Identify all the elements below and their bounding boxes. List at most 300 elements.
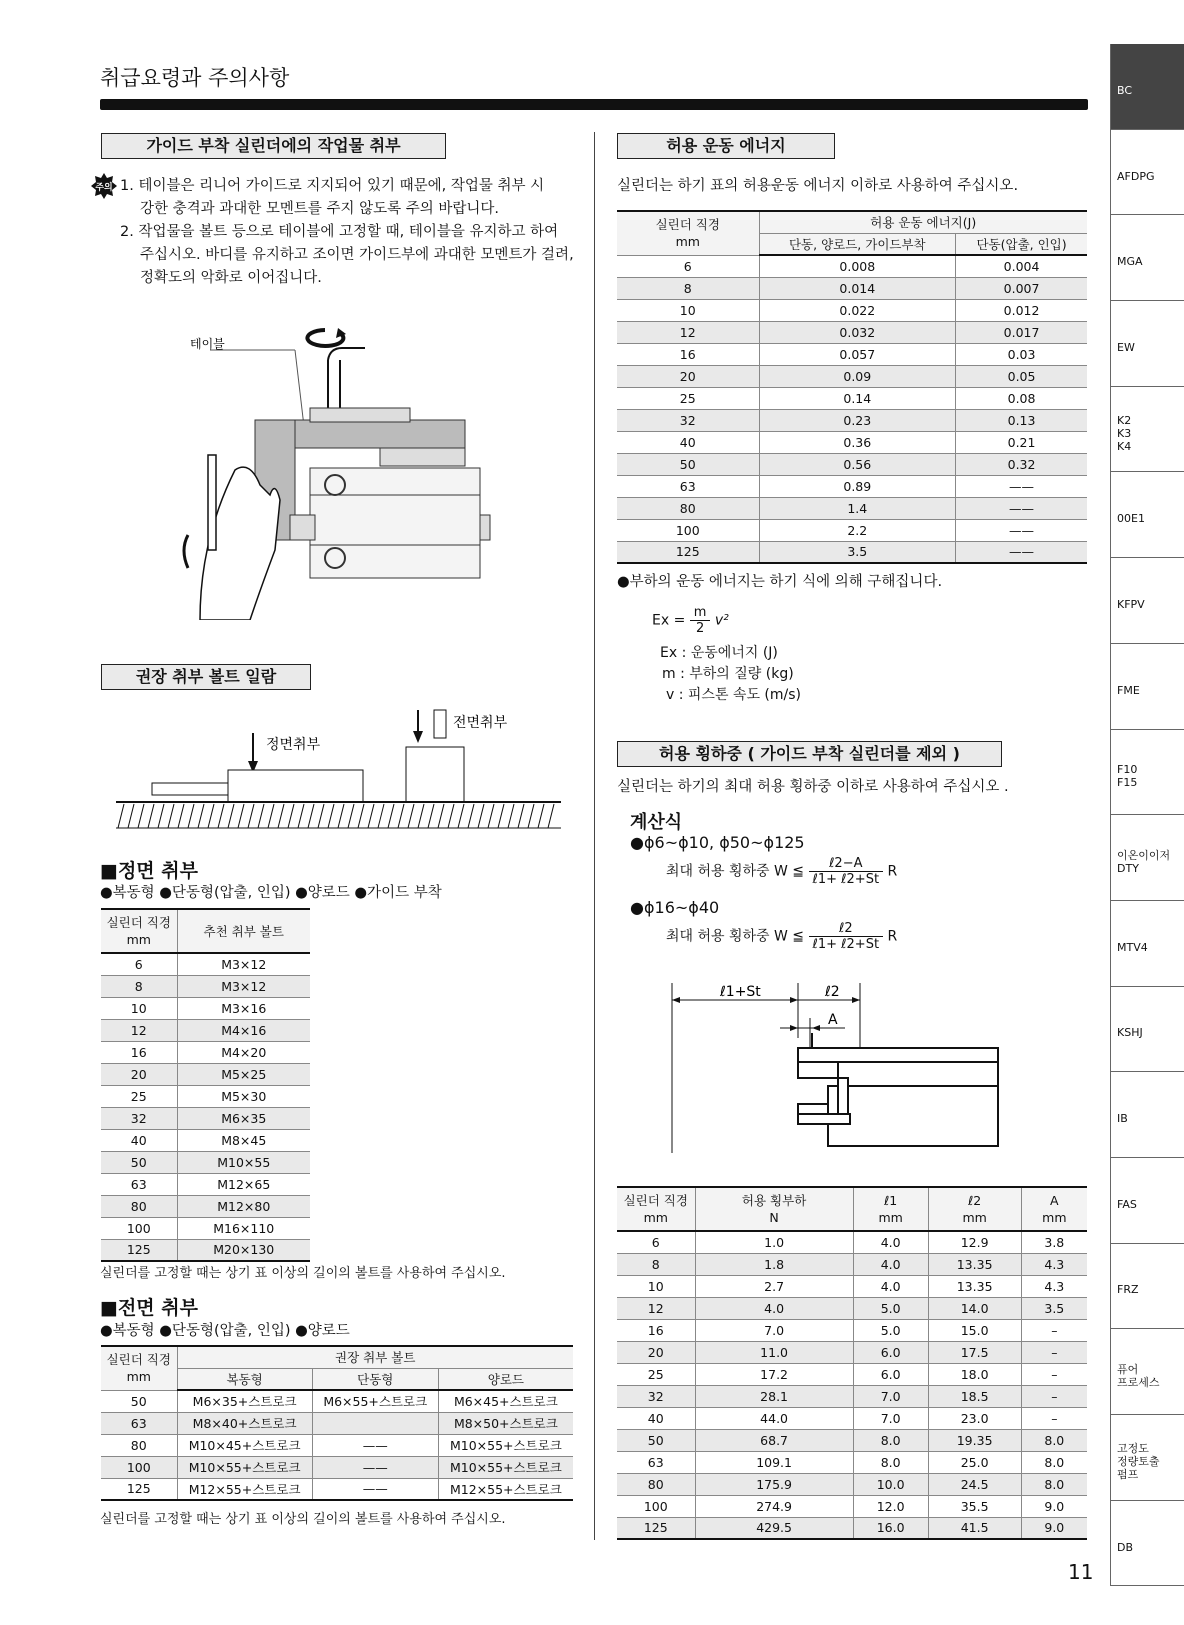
load-table-cell: 1.0 [695, 1231, 853, 1253]
dim-l1-label: ℓ1+St [720, 984, 761, 1000]
energy-table [617, 210, 1087, 564]
note2-line2: 주십시오. 바디를 유지하고 조이면 가이드부에 과대한 모멘트가 걸려, [140, 247, 574, 263]
caution-badge [90, 172, 118, 200]
load-table-cell: 24.5 [928, 1473, 1021, 1495]
load-table-cell: 28.1 [695, 1385, 853, 1407]
load-table-cell: 40 [617, 1407, 695, 1429]
column-divider [594, 132, 595, 1540]
energy-table-cell: 0.21 [956, 431, 1087, 453]
energy-table-cell: 0.008 [759, 255, 956, 277]
face-mount-types: ●복동형 ●단동형(압출, 인입) ●양로드 [100, 1323, 350, 1339]
sidebar-tab[interactable]: 고정도 정량토출 펌프 [1110, 1415, 1184, 1501]
case2-lhs: 최대 허용 횡하중 W ≦ [666, 928, 805, 945]
energy-table-row [617, 343, 1087, 365]
energy-header-energy: 허용 운동 에너지(J) [759, 211, 1087, 233]
face-table-cell: —— [312, 1434, 438, 1456]
load-table-cell: 11.0 [695, 1341, 853, 1363]
energy-intro: 실린더는 하기 표의 허용운동 에너지 이하로 사용하여 주십시오. [617, 178, 1019, 194]
sidebar-tab[interactable]: FME [1110, 644, 1184, 730]
load-table-cell: – [1021, 1407, 1087, 1429]
front-table-row [101, 953, 310, 975]
sidebar-index [1110, 44, 1184, 1586]
sidebar-tab[interactable]: MGA [1110, 215, 1184, 301]
load-table-cell: 4.3 [1021, 1253, 1087, 1275]
load-table-cell: 16 [617, 1319, 695, 1341]
sidebar-tab[interactable]: 이온이이저 DTY [1110, 815, 1184, 901]
front-table-cell: 40 [101, 1129, 177, 1151]
load-table-cell: 41.5 [928, 1517, 1021, 1539]
face-table-cell: M12×55+스트로크 [438, 1478, 573, 1500]
case2-formula [666, 921, 897, 952]
load-table-cell: 19.35 [928, 1429, 1021, 1451]
front-table-cell: M5×30 [177, 1085, 310, 1107]
front-table-row [101, 1239, 310, 1261]
load-table-cell: 10 [617, 1275, 695, 1297]
sidebar-tab[interactable]: FAS [1110, 1158, 1184, 1244]
energy-table-cell: 0.32 [956, 453, 1087, 475]
note2-line1: 2. 작업물을 볼트 등으로 테이블에 고정할 때, 테이블을 유지하고 하여 [120, 224, 559, 240]
energy-table-cell: 0.014 [759, 277, 956, 299]
energy-table-cell: 0.012 [956, 299, 1087, 321]
face-table-row [101, 1412, 573, 1434]
front-table-cell: M5×25 [177, 1063, 310, 1085]
face-table-header-bore: 실린더 직경 mm [101, 1346, 177, 1390]
front-table-cell: 80 [101, 1195, 177, 1217]
front-table-cell: 32 [101, 1107, 177, 1129]
eq-rhs: v² [714, 612, 729, 629]
note1-line1: 1. 테이블은 리니어 가이드로 지지되어 있기 때문에, 작업물 취부 시 [120, 178, 545, 194]
face-table-cell: 50 [101, 1390, 177, 1412]
load-table-cell: 68.7 [695, 1429, 853, 1451]
front-table-cell: 16 [101, 1041, 177, 1063]
front-table-cell: M3×12 [177, 953, 310, 975]
load-table-cell: 25 [617, 1363, 695, 1385]
load-table-cell: 274.9 [695, 1495, 853, 1517]
load-table-row [617, 1363, 1087, 1385]
load-table-cell: 6.0 [853, 1341, 928, 1363]
load-header-force: 허용 횡부하 N [695, 1187, 853, 1231]
sidebar-tab[interactable]: KSHJ [1110, 987, 1184, 1073]
front-table-row [101, 997, 310, 1019]
load-table-cell: 80 [617, 1473, 695, 1495]
energy-table-cell: —— [956, 519, 1087, 541]
title-bar [100, 99, 1088, 110]
load-table-cell: 8.0 [1021, 1429, 1087, 1451]
calc-heading: 계산식 [630, 812, 683, 833]
load-table-cell: 5.0 [853, 1297, 928, 1319]
load-table-row [617, 1495, 1087, 1517]
energy-table-cell: —— [956, 475, 1087, 497]
face-table-cell [312, 1412, 438, 1434]
sidebar-tab[interactable]: 퓨어 프로세스 [1110, 1329, 1184, 1415]
face-table-row [101, 1390, 573, 1412]
def-ex: Ex : 운동에너지 (J) [660, 645, 778, 661]
front-table-cell: M12×65 [177, 1173, 310, 1195]
face-table-header-double-rod: 양로드 [438, 1368, 573, 1390]
energy-table-cell: 80 [617, 497, 759, 519]
face-table-cell: M6×55+스트로크 [312, 1390, 438, 1412]
section-title-bolts: 권장 취부 볼트 일람 [101, 664, 311, 690]
front-table-cell: M10×55 [177, 1151, 310, 1173]
energy-header-col1: 단동, 양로드, 가이드부착 [759, 233, 956, 255]
energy-table-cell: —— [956, 497, 1087, 519]
load-table-row [617, 1429, 1087, 1451]
load-table-cell: 15.0 [928, 1319, 1021, 1341]
face-table-cell: M6×45+스트로크 [438, 1390, 573, 1412]
energy-table-row [617, 299, 1087, 321]
energy-table-cell: 8 [617, 277, 759, 299]
load-table-cell: 6 [617, 1231, 695, 1253]
face-table-cell: —— [312, 1456, 438, 1478]
load-table-row [617, 1341, 1087, 1363]
load-table-body [617, 1231, 1087, 1539]
load-table-row [617, 1319, 1087, 1341]
energy-table-cell: 16 [617, 343, 759, 365]
load-table-cell: 7.0 [853, 1385, 928, 1407]
front-mount-types: ●복동형 ●단동형(압출, 인입) ●양로드 ●가이드 부착 [100, 885, 442, 901]
load-table-cell: 13.35 [928, 1253, 1021, 1275]
energy-table-cell: 32 [617, 409, 759, 431]
face-table-cell: M10×45+스트로크 [177, 1434, 312, 1456]
face-table-cell: M6×35+스트로크 [177, 1390, 312, 1412]
load-table-cell: 8.0 [853, 1429, 928, 1451]
energy-table-row [617, 387, 1087, 409]
energy-table-cell: 125 [617, 541, 759, 563]
case1-r: R [887, 863, 898, 880]
sidebar-tab[interactable]: MTV4 [1110, 901, 1184, 987]
load-table-cell: 8 [617, 1253, 695, 1275]
front-table-cell: 63 [101, 1173, 177, 1195]
load-table-cell: 9.0 [1021, 1517, 1087, 1539]
load-table-cell: 429.5 [695, 1517, 853, 1539]
energy-table-cell: 0.017 [956, 321, 1087, 343]
load-header-a: A mm [1021, 1187, 1087, 1231]
energy-table-row [617, 519, 1087, 541]
energy-table-row [617, 321, 1087, 343]
load-table-cell: – [1021, 1385, 1087, 1407]
energy-table-cell: 0.36 [759, 431, 956, 453]
load-table-cell: 17.5 [928, 1341, 1021, 1363]
sidebar-tab[interactable]: KFPV [1110, 558, 1184, 644]
load-table-cell: 7.0 [853, 1407, 928, 1429]
front-table-cell: 10 [101, 997, 177, 1019]
load-table-cell: 125 [617, 1517, 695, 1539]
energy-table-cell: 0.13 [956, 409, 1087, 431]
load-table-cell: 25.0 [928, 1451, 1021, 1473]
load-table-cell: 6.0 [853, 1363, 928, 1385]
energy-table-row [617, 255, 1087, 277]
front-table-cell: 125 [101, 1239, 177, 1261]
load-header-l2: ℓ2 mm [928, 1187, 1021, 1231]
face-mount-label: 전면취부 [453, 715, 508, 731]
load-table-cell: 20 [617, 1341, 695, 1363]
face-table-cell: 125 [101, 1478, 177, 1500]
load-table-cell: 100 [617, 1495, 695, 1517]
eq-lhs: Ex = [652, 612, 686, 629]
load-table-cell: 4.0 [853, 1231, 928, 1253]
energy-table-cell: 0.007 [956, 277, 1087, 299]
energy-table-cell: 100 [617, 519, 759, 541]
load-table-cell: 4.3 [1021, 1275, 1087, 1297]
energy-table-cell: 0.03 [956, 343, 1087, 365]
case2-label: ●ϕ16~ϕ40 [630, 898, 720, 917]
energy-equation [652, 605, 729, 636]
face-table-row [101, 1456, 573, 1478]
front-mount-label: 정면취부 [266, 737, 321, 753]
front-table-cell: M4×20 [177, 1041, 310, 1063]
load-table-cell: 18.5 [928, 1385, 1021, 1407]
energy-table-cell: 3.5 [759, 541, 956, 563]
sidebar-tab[interactable]: AFDPG [1110, 130, 1184, 216]
load-table-cell: 2.7 [695, 1275, 853, 1297]
load-table-cell: 12.0 [853, 1495, 928, 1517]
load-table-row [617, 1385, 1087, 1407]
section-title-workpiece: 가이드 부착 실린더에의 작업물 취부 [101, 133, 446, 159]
energy-table-cell: 25 [617, 387, 759, 409]
front-table-row [101, 1151, 310, 1173]
load-table-row [617, 1297, 1087, 1319]
section-title-lateral-load: 허용 횡하중 ( 가이드 부착 실린더를 제외 ) [617, 741, 1002, 767]
energy-table-row [617, 409, 1087, 431]
load-table-cell: 8.0 [853, 1451, 928, 1473]
load-table-cell: 12 [617, 1297, 695, 1319]
energy-table-body [617, 255, 1087, 563]
load-table-cell: 5.0 [853, 1319, 928, 1341]
face-mount-bolt-table [101, 1345, 573, 1501]
front-table-row [101, 1195, 310, 1217]
front-table-cell: 6 [101, 953, 177, 975]
note1-line2: 강한 충격과 과대한 모멘트를 주지 않도록 주의 바랍니다. [140, 201, 500, 217]
front-table-row [101, 1173, 310, 1195]
case2-r: R [887, 928, 898, 945]
front-table-cell: 100 [101, 1217, 177, 1239]
sidebar-tab[interactable]: DB [1110, 1501, 1184, 1587]
front-mount-bolt-table [101, 908, 310, 1262]
front-table-cell: M6×35 [177, 1107, 310, 1129]
mounting-direction-figure [116, 705, 566, 830]
face-table-cell: M8×50+스트로크 [438, 1412, 573, 1434]
face-table-cell: M12×55+스트로크 [177, 1478, 312, 1500]
front-table-row [101, 1107, 310, 1129]
caution-badge-text: 주의 [95, 183, 113, 193]
case1-formula [666, 856, 897, 887]
load-header-bore: 실린더 직경 mm [617, 1187, 695, 1231]
load-table-cell: 63 [617, 1451, 695, 1473]
load-table-cell: 109.1 [695, 1451, 853, 1473]
case1-lhs: 최대 허용 횡하중 W ≦ [666, 863, 805, 880]
table-label: 테이블 [190, 337, 225, 351]
front-table-row [101, 1063, 310, 1085]
workpiece-mounting-figure [180, 320, 520, 620]
front-table-cell: M16×110 [177, 1217, 310, 1239]
energy-header-bore: 실린더 직경 mm [617, 211, 759, 255]
load-table-cell: 3.5 [1021, 1297, 1087, 1319]
energy-note: ●부하의 운동 에너지는 하기 식에 의해 구해집니다. [617, 574, 943, 590]
load-table-cell: 44.0 [695, 1407, 853, 1429]
lateral-intro: 실린더는 하기의 최대 허용 횡하중 이하로 사용하여 주십시오 . [617, 779, 1009, 795]
face-table-cell: M8×40+스트로크 [177, 1412, 312, 1434]
load-table-cell: 4.0 [853, 1253, 928, 1275]
face-table-cell: 100 [101, 1456, 177, 1478]
load-table-cell: – [1021, 1363, 1087, 1385]
face-table-header-bolt: 권장 취부 볼트 [177, 1346, 573, 1368]
case1-fraction: $\frac{\text{ℓ2−A}}{\text{ℓ1+ ℓ2+St}}$ [809, 856, 884, 887]
energy-table-row [617, 365, 1087, 387]
face-table-row [101, 1434, 573, 1456]
energy-table-cell: 20 [617, 365, 759, 387]
energy-table-cell: 0.05 [956, 365, 1087, 387]
load-table-cell: 3.8 [1021, 1231, 1087, 1253]
sidebar-tab[interactable]: 00E1 [1110, 472, 1184, 558]
front-table-header-bore: 실린더 직경 mm [101, 909, 177, 953]
face-table-row [101, 1478, 573, 1500]
face-mount-note: 실린더를 고정할 때는 상기 표 이상의 길이의 볼트를 사용하여 주십시오. [100, 1512, 506, 1527]
face-mount-heading: ■전면 취부 [100, 1297, 198, 1319]
sidebar-tab[interactable]: K2 K3 K4 [1110, 387, 1184, 473]
front-table-cell: M8×45 [177, 1129, 310, 1151]
energy-table-row [617, 475, 1087, 497]
front-table-cell: 20 [101, 1063, 177, 1085]
def-m: m : 부하의 질량 (kg) [662, 666, 794, 682]
front-table-cell: M4×16 [177, 1019, 310, 1041]
front-table-cell: 25 [101, 1085, 177, 1107]
face-table-body [101, 1390, 573, 1500]
front-mount-heading: ■정면 취부 [100, 860, 198, 882]
energy-header-col2: 단동(압출, 인입) [956, 233, 1087, 255]
load-table-cell: 23.0 [928, 1407, 1021, 1429]
load-table-cell: 18.0 [928, 1363, 1021, 1385]
energy-table-cell: 0.022 [759, 299, 956, 321]
front-table-cell: 12 [101, 1019, 177, 1041]
front-table-cell: M20×130 [177, 1239, 310, 1261]
front-table-cell: M3×12 [177, 975, 310, 997]
face-table-header-double: 복동형 [177, 1368, 312, 1390]
case2-fraction: $\frac{\text{ℓ2}}{\text{ℓ1+ ℓ2+St}}$ [809, 921, 884, 952]
dim-a-label: A [828, 1012, 838, 1028]
face-table-cell: —— [312, 1478, 438, 1500]
load-table-cell: 50 [617, 1429, 695, 1451]
load-table-row [617, 1231, 1087, 1253]
load-table-cell: 17.2 [695, 1363, 853, 1385]
front-table-row [101, 1019, 310, 1041]
sidebar-tab[interactable]: EW [1110, 301, 1184, 387]
load-table-cell: 13.35 [928, 1275, 1021, 1297]
lateral-load-table [617, 1186, 1087, 1540]
energy-table-cell: 10 [617, 299, 759, 321]
page-number: 11 [1068, 1560, 1094, 1584]
caution-icon [90, 172, 118, 200]
energy-table-row [617, 431, 1087, 453]
caution-notes [120, 175, 580, 290]
energy-table-cell: —— [956, 541, 1087, 563]
energy-table-row [617, 453, 1087, 475]
load-table-cell: 9.0 [1021, 1495, 1087, 1517]
load-table-cell: 35.5 [928, 1495, 1021, 1517]
load-table-row [617, 1275, 1087, 1297]
energy-table-cell: 0.004 [956, 255, 1087, 277]
face-table-header-single: 단동형 [312, 1368, 438, 1390]
load-table-cell: 8.0 [1021, 1451, 1087, 1473]
energy-table-cell: 50 [617, 453, 759, 475]
load-table-cell: 14.0 [928, 1297, 1021, 1319]
front-table-row [101, 1129, 310, 1151]
def-v: v : 피스톤 속도 (m/s) [666, 687, 801, 703]
energy-table-cell: 0.89 [759, 475, 956, 497]
eq-fraction: $\frac{m}{2}$ [690, 605, 711, 636]
face-mount-arrow-icon [413, 731, 423, 743]
energy-table-cell: 2.2 [759, 519, 956, 541]
front-table-row [101, 1085, 310, 1107]
energy-definitions [660, 643, 801, 706]
sidebar-tab[interactable]: BC [1110, 44, 1184, 130]
load-table-row [617, 1407, 1087, 1429]
face-table-cell: 80 [101, 1434, 177, 1456]
sidebar-tab[interactable]: IB [1110, 1072, 1184, 1158]
load-header-l1: ℓ1 mm [853, 1187, 928, 1231]
front-table-header-bolt: 추천 취부 볼트 [177, 909, 310, 953]
lateral-load-diagram [660, 978, 1000, 1168]
front-table-cell: 50 [101, 1151, 177, 1173]
load-table-cell: 1.8 [695, 1253, 853, 1275]
sidebar-tab[interactable]: FRZ [1110, 1244, 1184, 1330]
load-table-cell: 12.9 [928, 1231, 1021, 1253]
energy-table-row [617, 541, 1087, 563]
load-table-row [617, 1517, 1087, 1539]
page-title: 취급요령과 주의사항 [100, 66, 290, 90]
front-mount-note: 실린더를 고정할 때는 상기 표 이상의 길이의 볼트를 사용하여 주십시오. [100, 1266, 506, 1281]
case1-label: ●ϕ6~ϕ10, ϕ50~ϕ125 [630, 833, 805, 852]
face-table-cell: M10×55+스트로크 [177, 1456, 312, 1478]
load-table-row [617, 1473, 1087, 1495]
energy-table-cell: 0.09 [759, 365, 956, 387]
face-table-cell: M10×55+스트로크 [438, 1434, 573, 1456]
load-table-cell: 175.9 [695, 1473, 853, 1495]
energy-table-cell: 63 [617, 475, 759, 497]
load-table-row [617, 1253, 1087, 1275]
load-table-cell: 32 [617, 1385, 695, 1407]
energy-table-cell: 6 [617, 255, 759, 277]
load-table-cell: – [1021, 1319, 1087, 1341]
load-table-cell: 4.0 [695, 1297, 853, 1319]
load-table-cell: – [1021, 1341, 1087, 1363]
front-table-cell: 8 [101, 975, 177, 997]
load-table-cell: 10.0 [853, 1473, 928, 1495]
energy-table-row [617, 497, 1087, 519]
section-title-energy: 허용 운동 에너지 [617, 133, 835, 159]
energy-table-cell: 0.14 [759, 387, 956, 409]
face-table-cell: 63 [101, 1412, 177, 1434]
load-table-cell: 7.0 [695, 1319, 853, 1341]
face-table-cell: M10×55+스트로크 [438, 1456, 573, 1478]
load-table-cell: 16.0 [853, 1517, 928, 1539]
front-table-cell: M3×16 [177, 997, 310, 1019]
energy-table-cell: 0.057 [759, 343, 956, 365]
energy-table-row [617, 277, 1087, 299]
front-table-row [101, 975, 310, 997]
front-table-cell: M12×80 [177, 1195, 310, 1217]
load-table-row [617, 1451, 1087, 1473]
front-table-body [101, 953, 310, 1261]
energy-table-cell: 1.4 [759, 497, 956, 519]
front-table-row [101, 1217, 310, 1239]
energy-table-cell: 40 [617, 431, 759, 453]
energy-table-cell: 12 [617, 321, 759, 343]
energy-table-cell: 0.23 [759, 409, 956, 431]
dim-l2-label: ℓ2 [825, 984, 840, 1000]
sidebar-tab[interactable]: F10 F15 [1110, 730, 1184, 816]
energy-table-cell: 0.08 [956, 387, 1087, 409]
front-table-row [101, 1041, 310, 1063]
